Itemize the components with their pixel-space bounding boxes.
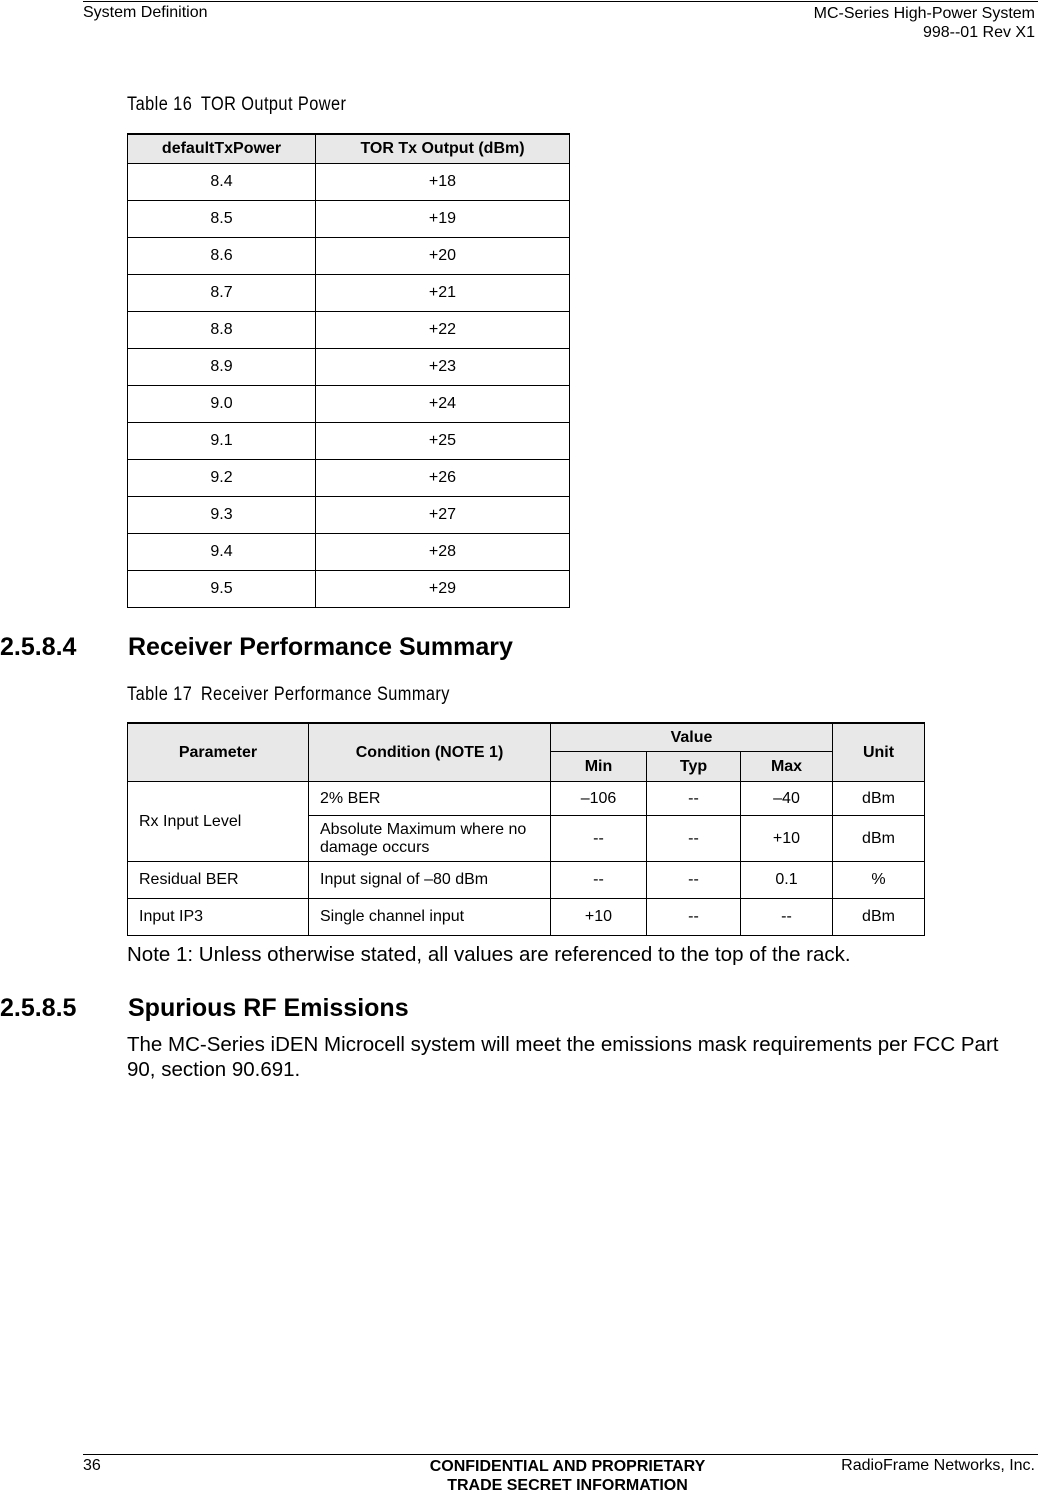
table-cell-min: -- — [551, 816, 647, 862]
column-header: defaultTxPower — [128, 134, 316, 164]
table-cell-typ: -- — [647, 782, 741, 816]
column-header-parameter: Parameter — [128, 723, 309, 782]
column-header-max: Max — [741, 752, 833, 782]
header-doc-info — [814, 4, 1035, 42]
table-cell-min: -- — [551, 862, 647, 899]
table-row — [128, 497, 570, 534]
footer-trade-secret-line: TRADE SECRET INFORMATION — [447, 1477, 688, 1494]
table-cell-unit: % — [833, 862, 925, 899]
table-cell-typ: -- — [647, 816, 741, 862]
header-doc-title: MC-Series High-Power System — [813, 5, 1035, 22]
table-row — [128, 238, 570, 275]
footer-page-number: 36 — [83, 1457, 101, 1474]
section-title: Spurious RF Emissions — [128, 994, 409, 1022]
section-title: Receiver Performance Summary — [128, 633, 513, 661]
section-number: 2.5.8.4 — [0, 633, 77, 661]
table-cell: +18 — [316, 164, 570, 201]
table-cell: 9.3 — [128, 497, 316, 534]
table-cell-unit: dBm — [833, 782, 925, 816]
column-header-value: Value — [551, 723, 833, 752]
table-row — [128, 349, 570, 386]
table-cell-max: -- — [741, 899, 833, 936]
table-cell-unit: dBm — [833, 816, 925, 862]
column-header-min: Min — [551, 752, 647, 782]
table-row — [128, 423, 570, 460]
table-cell-parameter: Rx Input Level — [128, 782, 309, 862]
table-cell: +23 — [316, 349, 570, 386]
table-row — [128, 312, 570, 349]
table-cell: 9.1 — [128, 423, 316, 460]
table-row — [128, 386, 570, 423]
footer-rule — [83, 1454, 1038, 1455]
header-section-title: System Definition — [83, 4, 208, 21]
table-row — [128, 534, 570, 571]
table-cell: 8.9 — [128, 349, 316, 386]
table-row — [128, 164, 570, 201]
table17-caption — [127, 684, 450, 706]
table-cell: 8.6 — [128, 238, 316, 275]
table-cell-max: 0.1 — [741, 862, 833, 899]
table-cell-min: +10 — [551, 899, 647, 936]
footer-confidentiality — [400, 1457, 735, 1495]
table-cell: 8.7 — [128, 275, 316, 312]
table-cell-min: –106 — [551, 782, 647, 816]
table17-caption-title: Receiver Performance Summary — [200, 684, 450, 705]
table-cell-condition: Input signal of –80 dBm — [309, 862, 551, 899]
table-row — [128, 201, 570, 238]
column-header: TOR Tx Output (dBm) — [316, 134, 570, 164]
table-cell-typ: -- — [647, 899, 741, 936]
table16-caption-title: TOR Output Power — [200, 94, 347, 115]
table-row — [128, 460, 570, 497]
header-doc-revision: 998--01 Rev X1 — [922, 24, 1035, 41]
table-cell: 9.2 — [128, 460, 316, 497]
table-cell-parameter: Residual BER — [128, 862, 309, 899]
table17-note: Note 1: Unless otherwise stated, all values are referenced to the top of the rack. — [127, 943, 851, 966]
table-cell: +29 — [316, 571, 570, 608]
table-cell: +25 — [316, 423, 570, 460]
table-cell: 8.4 — [128, 164, 316, 201]
table-cell-condition: Absolute Maximum where no damage occurs — [309, 816, 551, 862]
table-row — [128, 899, 925, 936]
table-cell: 9.0 — [128, 386, 316, 423]
table-cell: +24 — [316, 386, 570, 423]
table-cell: +27 — [316, 497, 570, 534]
column-header-condition: Condition (NOTE 1) — [309, 723, 551, 782]
section-body-text: The MC-Series iDEN Microcell system will meet the emissions mask requirements per FCC Part 90, section 90.691. — [127, 1033, 999, 1081]
table-cell: +19 — [316, 201, 570, 238]
table17-caption-label: Table 17 — [127, 684, 193, 705]
table-row — [128, 275, 570, 312]
table-row — [128, 862, 925, 899]
receiver-performance-table — [127, 722, 925, 936]
table-cell: +22 — [316, 312, 570, 349]
table-cell: +26 — [316, 460, 570, 497]
table16-caption — [127, 94, 346, 116]
header-rule — [83, 1, 1038, 2]
table-header-row — [128, 134, 570, 164]
table-cell-parameter: Input IP3 — [128, 899, 309, 936]
table-header-row — [128, 723, 925, 752]
table-cell: 8.5 — [128, 201, 316, 238]
footer-company: RadioFrame Networks, Inc. — [841, 1457, 1035, 1474]
table-cell: +20 — [316, 238, 570, 275]
table16-caption-label: Table 16 — [127, 94, 193, 115]
table-cell-max: –40 — [741, 782, 833, 816]
table-cell-unit: dBm — [833, 899, 925, 936]
column-header-typ: Typ — [647, 752, 741, 782]
table-cell: +21 — [316, 275, 570, 312]
table-cell-max: +10 — [741, 816, 833, 862]
table-cell-condition: 2% BER — [309, 782, 551, 816]
footer-confidential-line: CONFIDENTIAL AND PROPRIETARY — [429, 1458, 706, 1475]
column-header-unit: Unit — [833, 723, 925, 782]
table-row — [128, 571, 570, 608]
table-row — [128, 782, 925, 816]
table-cell-condition: Single channel input — [309, 899, 551, 936]
table-cell-typ: -- — [647, 862, 741, 899]
tor-output-power-table — [127, 133, 570, 608]
section-number: 2.5.8.5 — [0, 994, 77, 1022]
table-cell: 8.8 — [128, 312, 316, 349]
table-cell: 9.4 — [128, 534, 316, 571]
table-cell: +28 — [316, 534, 570, 571]
table-cell: 9.5 — [128, 571, 316, 608]
